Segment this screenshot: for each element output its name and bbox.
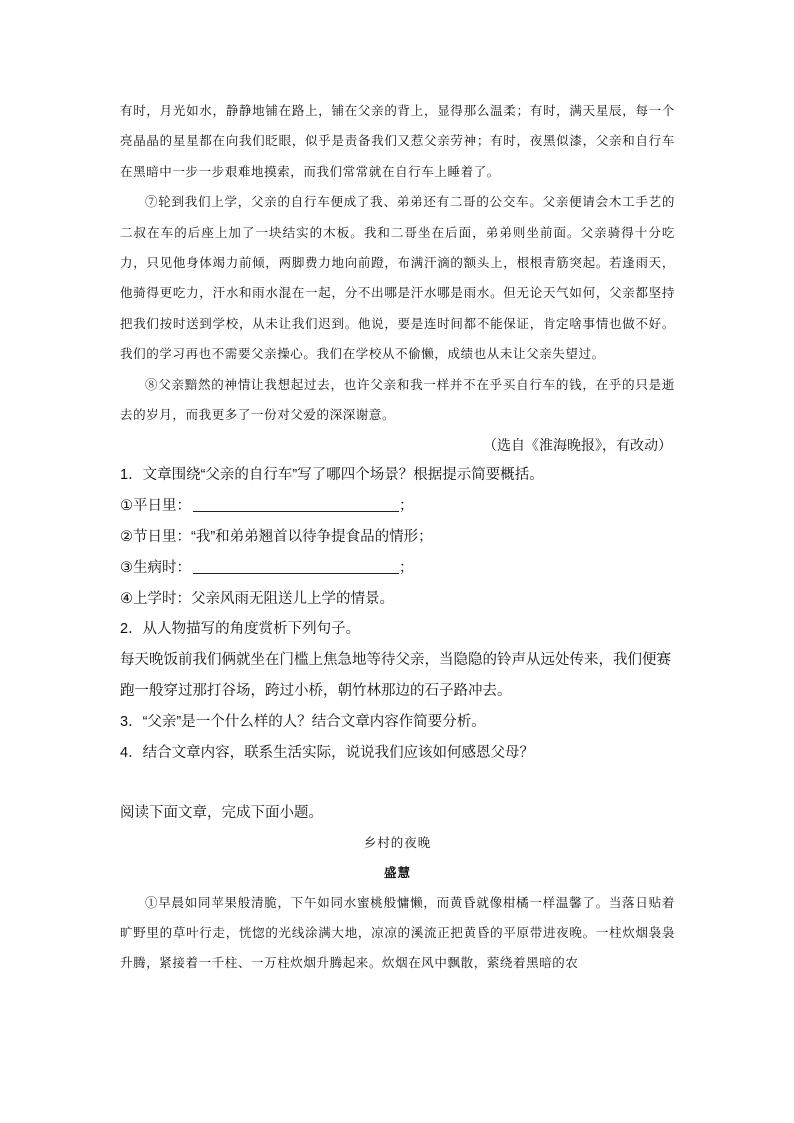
passage-source: （选自《淮海晚报》，有改动） (483, 437, 672, 454)
question-1-item-a-end: ； (399, 498, 414, 515)
answer-blank-c[interactable] (193, 559, 399, 574)
passage-paragraph-7: ⑦轮到我们上学，父亲的自行车便成了我、弟弟还有二哥的公交车。父亲便请会木工手艺的二叔在车的后座上加了一块结实的木板。我和二哥坐在后面，弟弟则坐前面。父亲骑得十分吃力，只见他身体竭力前倾，两脚费力地向前蹬，布满汗滴的额头上，根根青筋突起。若逢雨天，他骑得更吃力，汗水和雨水混在一起，分不出哪是汗水哪是雨水。但无论天气如何，父亲都坚持把我们按时送到学校，从未让我们迟到。他说，要是连时间都不能保证，肯定啥事情也做不好。我们的学习再也不需要父亲操心。我们在学校从不偷懒，成绩也从未让父亲失望过。 (120, 194, 675, 362)
question-1-item-c (120, 553, 675, 584)
question-list (120, 460, 675, 768)
question-2: 2．从人物描写的角度赏析下列句子。 (120, 621, 361, 638)
question-1-item-b: ②节日里：“我”和弟弟翘首以待争提食品的情形； (120, 529, 433, 546)
section-intro: 阅读下面文章，完成下面小题。 (120, 805, 323, 822)
article-paragraph-1: ①早晨如同苹果般清脆，下午如同水蜜桃般慵懒，而黄昏就像柑橘一样温馨了。当落日贴着旷野里的草叶行走，恍惚的光线涂满大地，凉凉的溪流正把黄昏的平原带进夜晚。一柱炊烟袅袅升腾，紧接着一千柱、一万柱炊烟升腾起来。炊烟在风中飘散，萦绕着黑暗的农 (120, 895, 675, 971)
passage-paragraph-8: ⑧父亲黯然的神情让我想起过去，也许父亲和我一样并不在乎买自行车的钱，在乎的只是逝去的岁月，而我更多了一份对父爱的深深谢意。 (120, 376, 675, 423)
question-1-item-a (120, 491, 675, 522)
question-1-item-d: ④上学时：父亲风雨无阻送儿上学的情景。 (120, 590, 394, 607)
question-1-item-a-label: ①平日里： (120, 498, 191, 515)
question-3: 3．“父亲”是一个什么样的人？结合文章内容作简要分析。 (120, 713, 486, 730)
document-page (120, 96, 675, 978)
question-1-item-c-label: ③生病时： (120, 559, 191, 576)
question-1-item-c-end: ； (399, 559, 414, 576)
article-author: 盛慧 (383, 865, 411, 881)
article-title: 乡村的夜晚 (363, 835, 432, 851)
answer-blank-a[interactable] (193, 497, 399, 512)
question-4: 4．结合文章内容，联系生活实际，说说我们应该如何感恩父母？ (120, 744, 535, 761)
question-1: 1．文章围绕“父亲的自行车”写了哪四个场景？根据提示简要概括。 (120, 467, 544, 484)
question-2-quote: 每天晚饭前我们俩就坐在门槛上焦急地等待父亲，当隐隐的铃声从远处传来，我们便赛跑一般穿过那打谷场，跨过小桥，朝竹林那边的石子路冲去。 (120, 652, 671, 700)
passage-paragraph-continued: 有时，月光如水，静静地铺在路上，铺在父亲的背上，显得那么温柔；有时，满天星辰，每一个亮晶晶的星星都在向我们眨眼，似乎是责备我们又惹父亲劳神；有时，夜黑似漆，父亲和自行车在黑暗中一步一步艰难地摸索，而我们常常就在自行车上睡着了。 (120, 103, 675, 179)
